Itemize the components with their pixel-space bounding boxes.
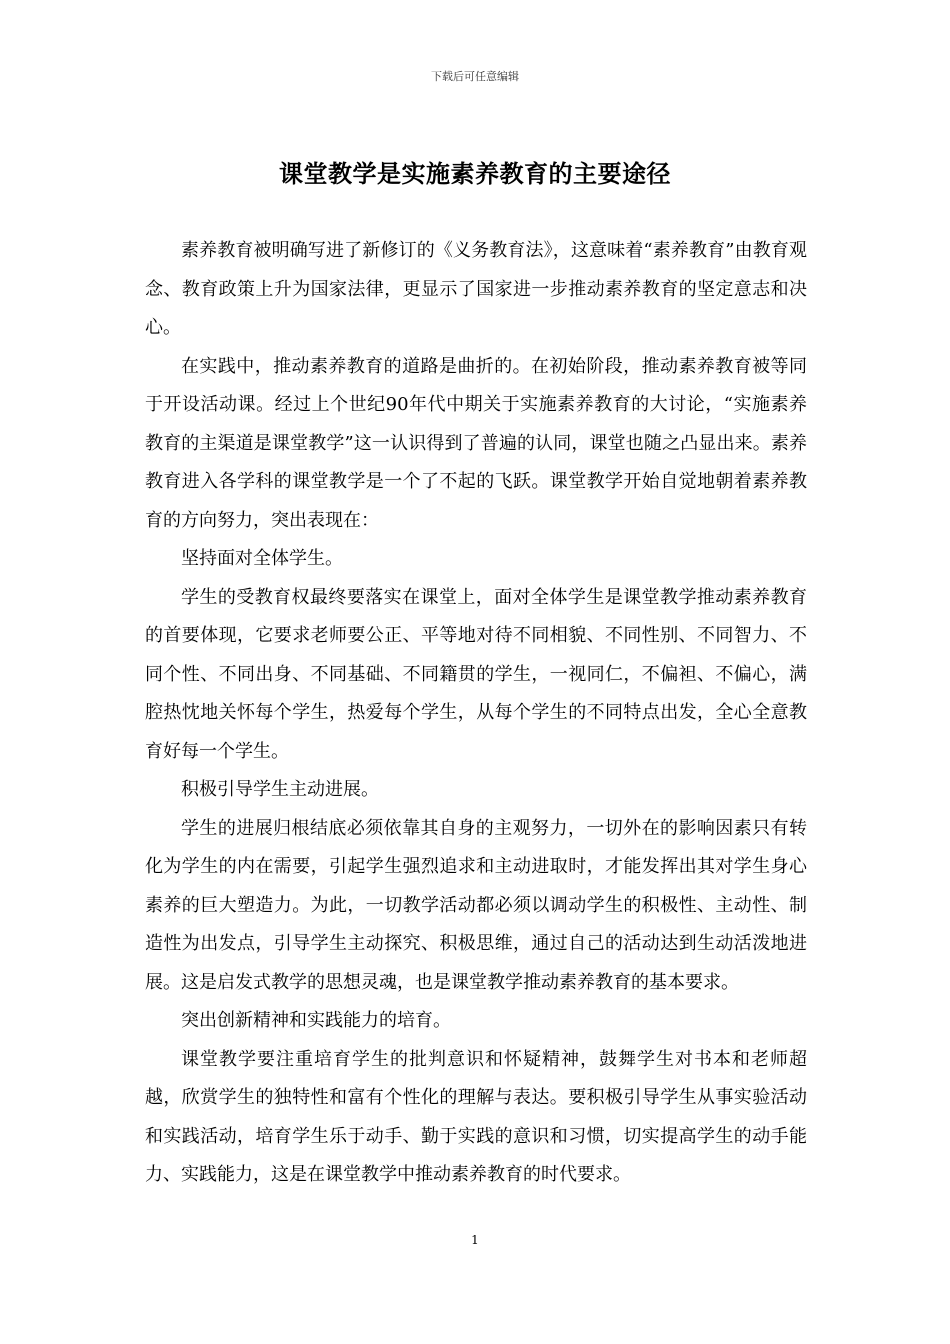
paragraph: 在实践中，推动素养教育的道路是曲折的。在初始阶段，推动素养教育被等同于开设活动课。经过上个世纪90年代中期关于实施素养教育的大讨论，“实施素养教育的主渠道是课堂教学”这一认识得到了普遍的认同，课堂也随之凸显出来。素养教育进入各学科的课堂教学是一个了不起的飞跃。课堂教学开始自觉地朝着素养教育的方向努力，突出表现在： xyxy=(145,355,807,531)
document-title: 课堂教学是实施素养教育的主要途径 xyxy=(279,159,671,188)
page-number: 1 xyxy=(471,1233,479,1247)
paragraph: 课堂教学要注重培育学生的批判意识和怀疑精神，鼓舞学生对书本和老师超越，欣赏学生的独特性和富有个性化的理解与表达。要积极引导学生从事实验活动和实践活动，培育学生乐于动手、勤于实践的意识和习惯，切实提高学生的动手能力、实践能力，这是在课堂教学中推动素养教育的时代要求。 xyxy=(145,1048,807,1185)
paragraph: 学生的受教育权最终要落实在课堂上，面对全体学生是课堂教学推动素养教育的首要体现，它要求老师要公正、平等地对待不同相貌、不同性别、不同智力、不同个性、不同出身、不同基础、不同籍贯的学生，一视同仁，不偏袒、不偏心，满腔热忱地关怀每个学生，热爱每个学生，从每个学生的不同特点出发，全心全意教育好每一个学生。 xyxy=(145,586,807,762)
section-heading: 突出创新精神和实践能力的培育。 xyxy=(181,1010,451,1031)
document-body xyxy=(145,232,807,1195)
paragraph: 学生的进展归根结底必须依靠其自身的主观努力，一切外在的影响因素只有转化为学生的内在需要，引起学生强烈追求和主动进取时，才能发挥出其对学生身心素养的巨大塑造力。为此，一切教学活动都必须以调动学生的积极性、主动性、制造性为出发点，引导学生主动探究、积极思维，通过自己的活动达到生动活泼地进展。这是启发式教学的思想灵魂，也是课堂教学推动素养教育的基本要求。 xyxy=(145,817,807,993)
paragraph: 素养教育被明确写进了新修订的《义务教育法》，这意味着“素养教育”由教育观念、教育政策上升为国家法律，更显示了国家进一步推动素养教育的坚定意志和决心。 xyxy=(145,240,807,338)
page-header: 下载后可任意编辑 xyxy=(431,70,519,83)
section-heading: 积极引导学生主动进展。 xyxy=(181,779,379,800)
section-heading: 坚持面对全体学生。 xyxy=(181,548,343,569)
